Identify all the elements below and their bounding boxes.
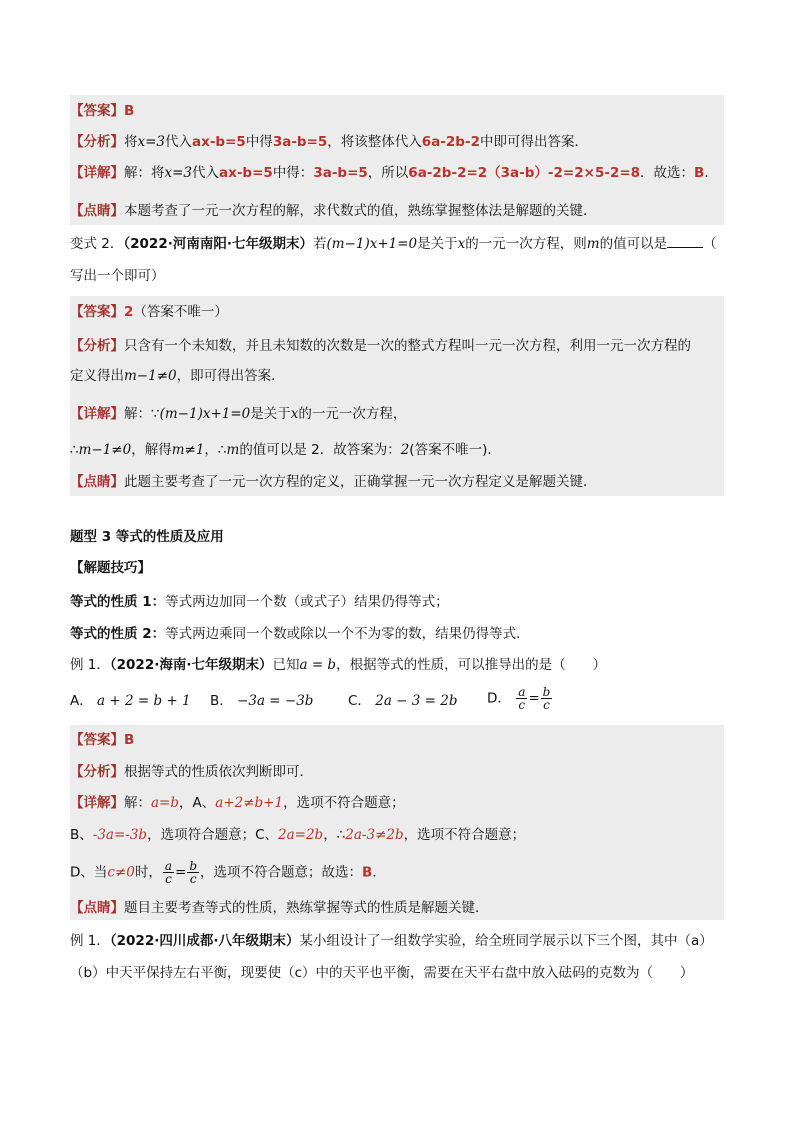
answer-line-2: 【答案】2（答案不唯一）: [70, 304, 228, 320]
solution-block-2: [70, 296, 724, 496]
fraction: $\frac{b}{c}$: [542, 685, 551, 712]
answer-tag: 【答案】: [70, 103, 124, 119]
skill-heading: 【解题技巧】: [70, 560, 151, 576]
analysis-line-2b: 定义得出m−1≠0，即可得出答案．: [70, 368, 285, 384]
analysis-line-2a: 【分析】只含有一个未知数，并且未知数的次数是一次的整式方程叫一元一次方程，利用一元一次方程的: [70, 338, 691, 354]
option-c: C． 2a − 3 = 2b: [348, 693, 458, 709]
answer-value: B: [124, 103, 135, 119]
comment-line-2: 【点睛】此题主要考查了一元一次方程的定义，正确掌握一元一次方程定义是解题关键．: [70, 474, 597, 490]
detail-tag: 【详解】: [70, 165, 124, 181]
option-d: D． $\frac{a}{c}$ = $\frac{b}{c}$: [487, 685, 551, 712]
comment-line-3: 【点睛】题目主要考查等式的性质，熟练掌握等式的性质是解题关键．: [70, 900, 489, 916]
fraction: $\frac{a}{c}$: [518, 685, 526, 712]
fraction: $\frac{a}{c}$: [164, 859, 173, 886]
answer-line-1: [70, 101, 724, 121]
option-a: A． a + 2 = b + 1: [70, 693, 191, 709]
comment-line-1: 【点睛】本题考查了一元一次方程的解，求代数式的值，熟练掌握整体法是解题的关键．: [70, 203, 597, 219]
answer-blank: [667, 233, 703, 248]
solution-block-3: [70, 725, 724, 920]
example-1b-question-cont: （b）中天平保持左右平衡，现要使（c）中的天平也平衡，需要在天平右盘中放入砝码的克数为（ ）: [70, 965, 694, 981]
example-1b-question: 例 1．（2022·四川成都·八年级期末）某小组设计了一组数学实验，给全班同学展示以下三个图，其中（a）: [70, 933, 713, 949]
analysis-line-3: 【分析】根据等式的性质依次判断即可．: [70, 764, 313, 780]
detail-line-3a: 【详解】解：a=b，A、a+2≠b+1，选项不符合题意；: [70, 795, 405, 811]
option-b: B． −3a = −3b: [210, 693, 314, 709]
analysis-line-1: 【分析】将x=3代入ax-b=5中得3a-b=5，将该整体代入6a-2b-2中即可得出答案．: [70, 134, 588, 150]
example-1-question: 例 1．（2022·海南·七年级期末）已知a = b，根据等式的性质，可以推导出的是（ ）: [70, 657, 607, 673]
comment-tag: 【点睛】: [70, 203, 124, 219]
detail-line-1: 【详解】解：将x=3代入ax-b=5中得：3a-b=5，所以6a-2b-2=2（3a-b）-2=2×5-2=8．故选：B．: [70, 165, 718, 181]
variant-2-question: 变式 2．（2022·河南南阳·七年级期末）若(m−1)x+1=0是关于x的一元一次方程，则m的值可以是 （: [70, 233, 724, 254]
detail-line-3b: B、-3a=-3b，选项符合题意；C、2a=2b，∴2a-3≠2b，选项不符合题意；: [70, 827, 526, 843]
property-1: 等式的性质 1：等式两边加同一个数（或式子）结果仍得等式；: [70, 594, 449, 610]
section-title-type-3: 题型 3 等式的性质及应用: [70, 529, 224, 545]
detail-line-2a: 【详解】解：∵(m−1)x+1=0是关于x的一元一次方程，: [70, 406, 407, 422]
fraction: $\frac{b}{c}$: [189, 859, 198, 886]
analysis-tag: 【分析】: [70, 134, 124, 150]
property-2: 等式的性质 2：等式两边乘同一个数或除以一个不为零的数，结果仍得等式．: [70, 626, 530, 642]
answer-line-3: 【答案】B: [70, 732, 135, 748]
variant-2-question-cont: 写出一个即可）: [70, 268, 165, 284]
detail-line-3c: D、当c≠0时， $\frac{a}{c}$ = $\frac{b}{c}$ ，选项不符合题意；故选：B．: [70, 859, 386, 886]
detail-line-2b: ∴m−1≠0，解得m≠1，∴m的值可以是 2．故答案为：2(答案不唯一)．: [70, 442, 501, 458]
